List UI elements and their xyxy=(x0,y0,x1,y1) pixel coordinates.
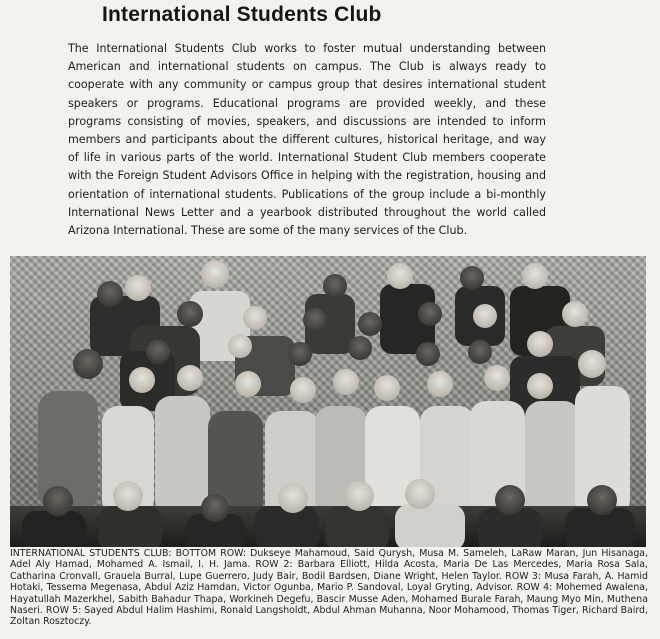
page-title: International Students Club xyxy=(102,3,382,26)
group-photo-illustration xyxy=(10,256,646,547)
group-photo xyxy=(10,256,646,547)
club-description: The International Students Club works to foster mutual understanding between American and international students on campus. The Club is always ready to cooperate with any community or campus group that desires international student speakers or programs. Educational programs are provided weekly, and these programs consisting of movies, speakers, and discussions are intended to inform members and participants about the different cultures, historical heritage, and way of life in various parts of the world. International Student Club members cooperate with the Foreign Student Advisors Office in helping with the registration, housing and orientation of international students. Publications of the group include a bi-monthly International News Letter and a yearbook distributed throughout the world called Arizona International. These are some of the many services of the Club. xyxy=(68,42,546,238)
photo-caption: INTERNATIONAL STUDENTS CLUB: BOTTOM ROW: Dukseye Mahamoud, Said Qurysh, Musa M. Sameleh, LaRaw Maran, Jun Hisanaga, Adel Aly Hamad, Mohamed A. Ismail, I. H. Jama. ROW 2: Barbara Elliott, Hilda Acosta, Maria De Las Mercedes, Maria Rosa Sala, Catharina Cronvall, Grauela Burral, Lupe Guerrero, Judy Bair, Bodil Bardsen, Diane Wright, Helen Taylor. ROW 3: Musa Farah, A. Hamid Hotaki, Tessema Megenasa, Abdul Aziz Hamdan, Victor Ogunba, Mario P. Sandoval, Loyal Gryting, Advisor. ROW 4: Mohemed Awalena, Hayatullah Mazerkhel, Sabith Bahadur Thapa, Workineh Degefu, Bascir Musse Aden, Mohamed Burale Farah, Maung Myo Min, Muthena Naseri. ROW 5: Sayed Abdul Halim Hashimi, Ronald Langsholdt, Abdul Ahman Muhanna, Noor Mohamood, Thomas Tiger, Richard Baird, Zoltan Rosztoczy. xyxy=(10,548,648,628)
